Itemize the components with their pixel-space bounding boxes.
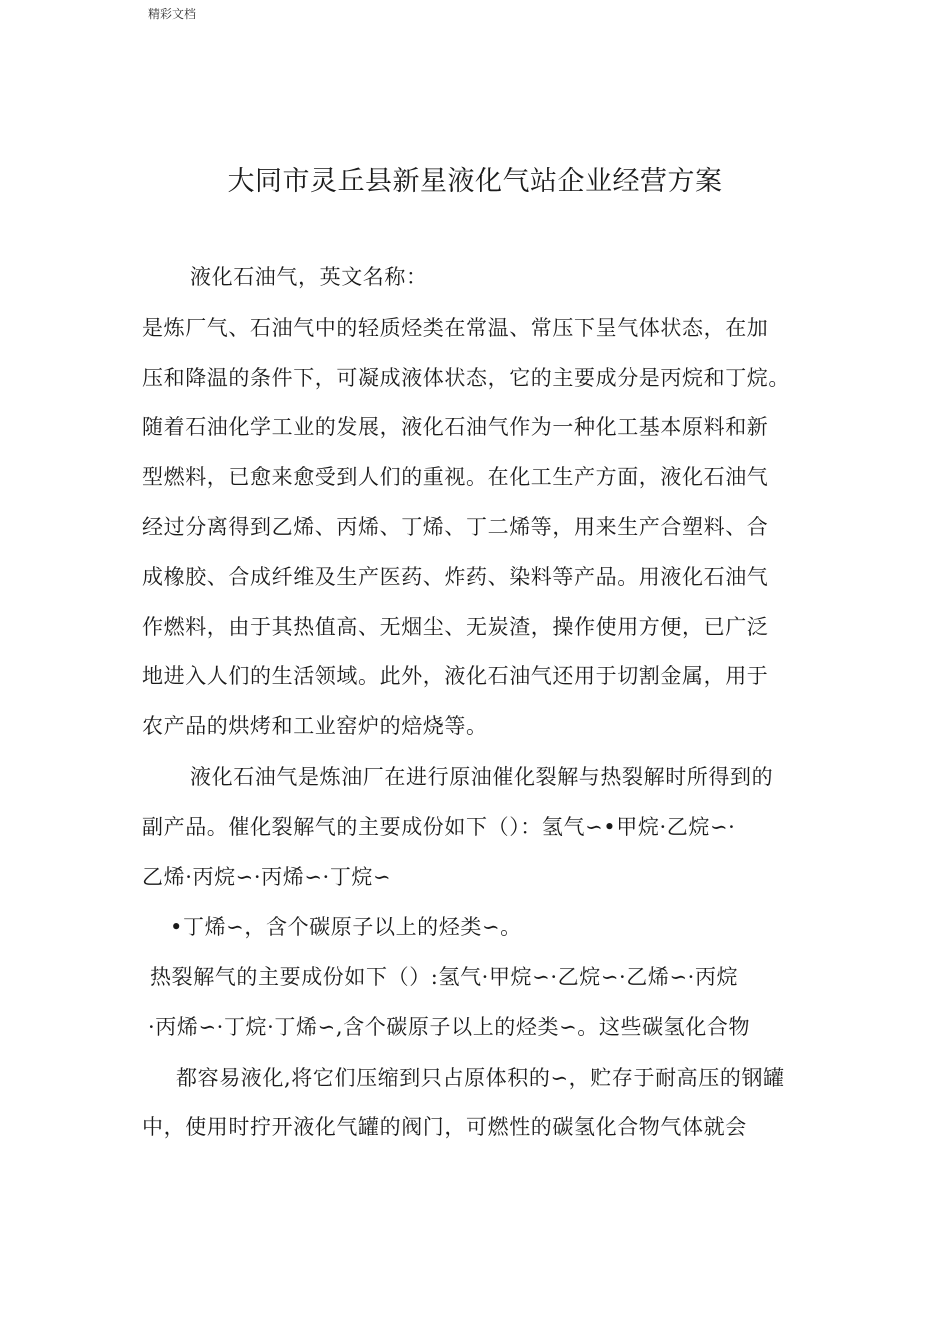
paragraph-line: 型燃料，已愈来愈受到人们的重视。在化工生产方面，液化石油气	[142, 465, 769, 489]
paragraph-line: 热裂解气的主要成份如下（）:氢气·甲烷∽·乙烷∽·乙烯∽·丙烷	[150, 965, 739, 989]
paragraph-line: •丁烯∽，含个碳原子以上的烃类∽。	[170, 915, 522, 939]
document-title: 大同市灵丘县新星液化气站企业经营方案	[227, 166, 723, 197]
paragraph-line: 都容易液化,将它们压缩到只占原体积的∽，贮存于耐高压的钢罐	[176, 1066, 785, 1090]
paragraph-line: 液化石油气是炼油厂在进行原油催化裂解与热裂解时所得到的	[190, 765, 774, 789]
paragraph-line: 压和降温的条件下，可凝成液体状态，它的主要成分是丙烷和丁烷。	[142, 366, 790, 390]
paragraph-line: 是炼厂气、石油气中的轻质烃类在常温、常压下呈气体状态，在加	[142, 316, 769, 340]
header-tag: 精彩文档	[148, 7, 197, 21]
paragraph-line: 副产品。催化裂解气的主要成份如下（）：氢气∽•甲烷·乙烷∽·	[142, 815, 736, 839]
paragraph-line: ·丙烯∽·丁烷·丁烯∽,含个碳原子以上的烃类∽。这些碳氢化合物	[148, 1015, 751, 1039]
paragraph-line: 随着石油化学工业的发展，液化石油气作为一种化工基本原料和新	[142, 415, 769, 439]
paragraph-line: 作燃料，由于其热值高、无烟尘、无炭渣，操作使用方便，已广泛	[142, 615, 769, 639]
paragraph-line: 地进入人们的生活领域。此外，液化石油气还用于切割金属，用于	[142, 664, 769, 688]
paragraph-line: 经过分离得到乙烯、丙烯、丁烯、丁二烯等，用来生产合塑料、合	[142, 515, 769, 539]
paragraph-line: 成橡胶、合成纤维及生产医药、炸药、染料等产品。用液化石油气	[142, 565, 769, 589]
paragraph-line: 农产品的烘烤和工业窑炉的焙烧等。	[142, 714, 488, 738]
paragraph-line: 液化石油气，英文名称：	[190, 265, 428, 289]
paragraph-line: 乙烯·丙烷∽·丙烯∽·丁烷∽	[142, 865, 392, 889]
paragraph-line: 中，使用时拧开液化气罐的阀门，可燃性的碳氢化合物气体就会	[142, 1115, 747, 1139]
